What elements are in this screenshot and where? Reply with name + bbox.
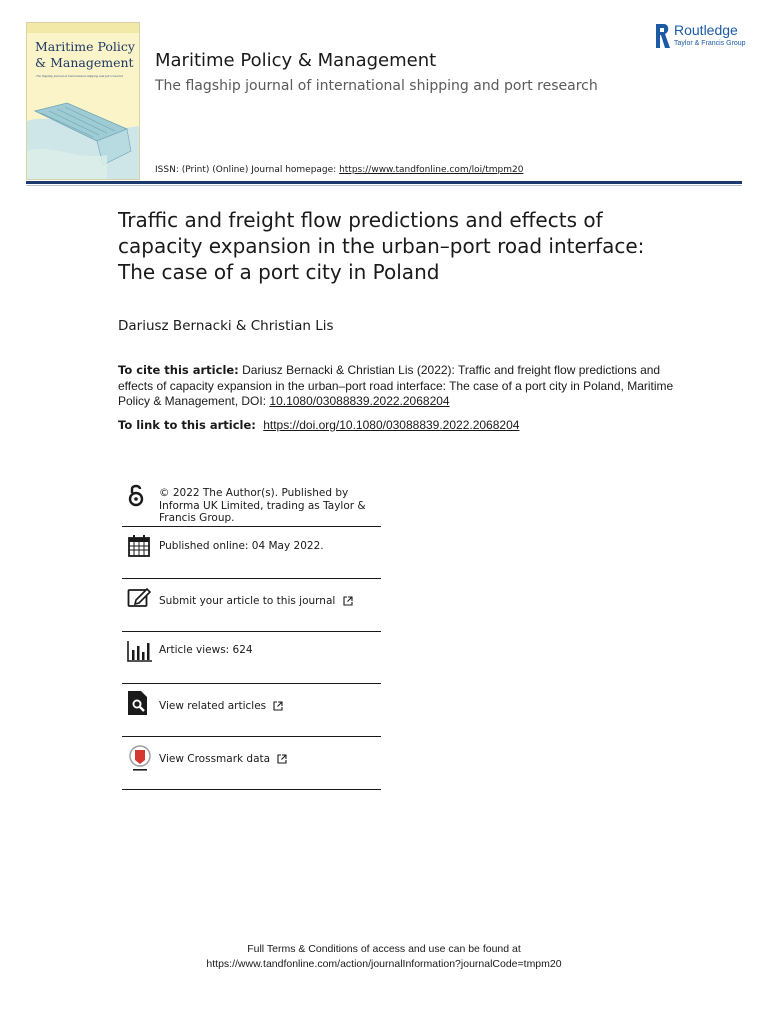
published-date: Published online: 04 May 2022. — [159, 540, 324, 552]
related-search-icon — [127, 690, 149, 716]
row-divider — [122, 526, 381, 527]
calendar-icon — [127, 534, 151, 558]
doi-link[interactable]: 10.1080/03088839.2022.2068204 — [269, 394, 450, 408]
citation-block — [118, 363, 678, 410]
open-access-icon — [127, 482, 145, 508]
views-row — [122, 638, 380, 686]
related-row[interactable] — [122, 690, 380, 738]
bar-chart-icon — [127, 640, 153, 662]
external-link-icon — [343, 596, 353, 606]
header-divider — [26, 181, 742, 184]
external-link-icon — [273, 701, 283, 711]
footer-terms-link[interactable]: https://www.tandfonline.com/action/journalInformation?journalCode=tmpm20 — [206, 958, 562, 970]
crossmark-link[interactable]: View Crossmark data — [159, 753, 287, 766]
cover-title: Maritime Policy & Management — [35, 39, 135, 70]
journal-cover — [26, 22, 140, 180]
article-authors: Dariusz Bernacki & Christian Lis — [118, 318, 334, 334]
publisher-name: Routledge — [674, 22, 738, 38]
cite-text: Dariusz Bernacki & Christian Lis (2022): Traffic and freight flow predictions and effects of capacity expansion in the urban–port road interface: The case of a port city in Poland, Maritime Policy & Management, DOI: — [118, 363, 674, 408]
article-link-block — [118, 418, 678, 432]
row-divider — [122, 631, 381, 632]
cover-subtitle: The flagship journal of international shipping and port research — [36, 74, 124, 78]
row-divider — [122, 736, 381, 737]
row-divider — [122, 578, 381, 579]
journal-homepage-link[interactable]: https://www.tandfonline.com/loi/tmpm20 — [339, 165, 524, 175]
external-link-icon — [277, 754, 287, 764]
footer-terms — [0, 942, 768, 972]
row-divider — [122, 789, 381, 790]
article-views: Article views: 624 — [159, 644, 253, 656]
license-text: © 2022 The Author(s). Published by Informa UK Limited, trading as Taylor & Francis Group. — [159, 487, 366, 524]
header-divider-thin — [26, 185, 742, 186]
row-divider — [122, 683, 381, 684]
submit-link[interactable]: Submit your article to this journal — [159, 595, 353, 608]
cover-top-bar — [27, 23, 139, 33]
crossmark-row[interactable] — [122, 743, 380, 791]
routledge-logo — [654, 22, 746, 50]
journal-tagline: The flagship journal of international shipping and port research — [155, 78, 598, 94]
crossmark-icon — [127, 745, 153, 773]
submit-row[interactable] — [122, 585, 380, 633]
issn-homepage-line: ISSN: (Print) (Online) Journal homepage: https://www.tandfonline.com/loi/tmpm20 — [155, 165, 524, 175]
related-articles-link[interactable]: View related articles — [159, 700, 283, 713]
footer-line-1: Full Terms & Conditions of access and use can be found at — [247, 943, 521, 955]
license-row — [122, 482, 380, 527]
article-doi-url-link[interactable]: https://doi.org/10.1080/03088839.2022.2068204 — [263, 418, 520, 432]
published-row — [122, 532, 380, 580]
publisher-group: Taylor & Francis Group — [674, 40, 746, 47]
journal-title: Maritime Policy & Management — [155, 50, 437, 71]
edit-icon — [127, 587, 151, 609]
link-label: To link to this article: — [118, 418, 260, 432]
routledge-r-icon — [654, 22, 672, 50]
cover-ship-illustration — [27, 81, 139, 180]
article-title: Traffic and freight flow predictions and effects of capacity expansion in the urban–port road interface: The case of a port city in Poland — [118, 208, 645, 284]
cite-label: To cite this article: — [118, 363, 239, 377]
